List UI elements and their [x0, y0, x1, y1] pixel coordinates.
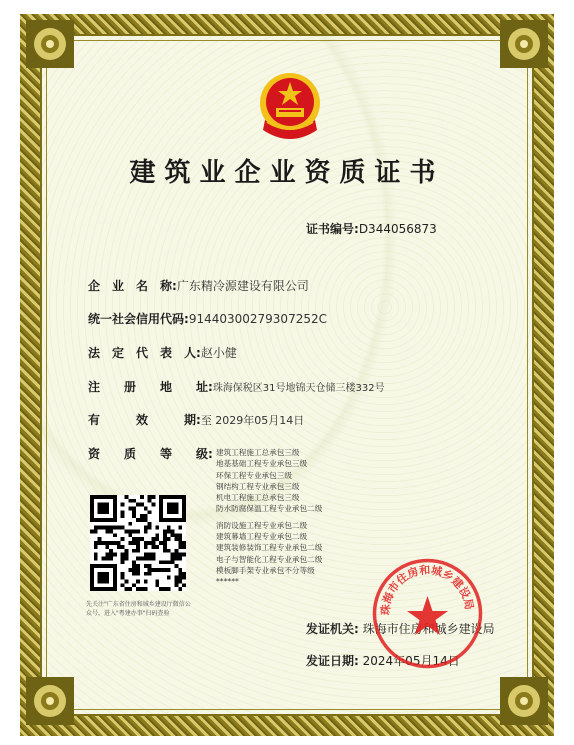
qualification-item: 机电工程施工总承包三级 [216, 493, 300, 503]
field-validity [88, 411, 304, 428]
qualification-item: 建筑幕墙工程专业承包二级 [216, 532, 308, 542]
issuing-authority-label: 发证机关: [306, 622, 359, 636]
field-value: 赵小健 [200, 346, 237, 360]
qualification-item: 防水防腐保温工程专业承包二级 [216, 504, 323, 514]
issue-date-label: 发证日期: [306, 654, 359, 668]
corner-ornament-icon [500, 677, 548, 725]
field-label: 法 定 代 表 人: [88, 346, 201, 360]
qr-instruction-text: 先关注"广东省住房和城乡建设厅微信公众号，进入"粤建办事"扫码查验 [86, 601, 191, 617]
certificate-number-value: D344056873 [358, 222, 437, 236]
field-value: 广东精冷源建设有限公司 [176, 279, 309, 293]
corner-ornament-icon [26, 20, 74, 68]
qualification-item: 模板脚手架专业承包不分等级 [216, 565, 315, 575]
field-label: 注 册 地 址: [88, 380, 213, 394]
official-seal-icon [370, 556, 485, 671]
field-registered-address [88, 378, 385, 395]
field-value: 91440300279307252C [188, 312, 327, 326]
field-label: 资 质 等 级: [88, 447, 213, 461]
qualification-item: ****** [216, 577, 239, 587]
field-label: 企 业 名 称: [88, 279, 177, 293]
qualification-item: 地基基础工程专业承包三级 [216, 459, 308, 469]
field-legal-representative [88, 344, 237, 361]
seal-text: 珠海市住房和城乡建设局 [379, 563, 476, 616]
corner-ornament-icon [500, 20, 548, 68]
corner-ornament-icon [26, 677, 74, 725]
field-credit-code [88, 310, 327, 327]
qualification-item: 建筑工程施工总承包三级 [216, 448, 300, 457]
qualification-item: 钢结构工程专业承包三级 [216, 481, 300, 491]
qualification-list [216, 447, 322, 588]
national-emblem-icon [255, 70, 325, 142]
certificate-title: 建筑业企业资质证书 [129, 158, 445, 188]
field-company-name [88, 277, 309, 294]
qualification-item: 电子与智能化工程专业承包二级 [216, 554, 323, 564]
issue-date-value: 2024年05月14日 [362, 654, 460, 668]
issuing-authority-value: 珠海市住房和城乡建设局 [362, 622, 495, 636]
certificate-number [306, 220, 437, 237]
qualification-item: 环保工程专业承包三级 [216, 470, 292, 480]
certificate-number-label: 证书编号: [306, 222, 359, 236]
field-label: 有 效 期: [88, 413, 201, 427]
field-value: 珠海保税区31号地锦天仓储三楼332号 [212, 383, 385, 394]
qr-code-icon[interactable] [90, 495, 186, 591]
field-qualification-level [88, 445, 213, 462]
field-value: 至 2029年05月14日 [200, 414, 305, 427]
qualification-item: 建筑装修装饰工程专业承包二级 [216, 543, 323, 553]
field-label: 统一社会信用代码: [88, 312, 189, 326]
qualification-item: 消防设施工程专业承包二级 [216, 520, 308, 530]
